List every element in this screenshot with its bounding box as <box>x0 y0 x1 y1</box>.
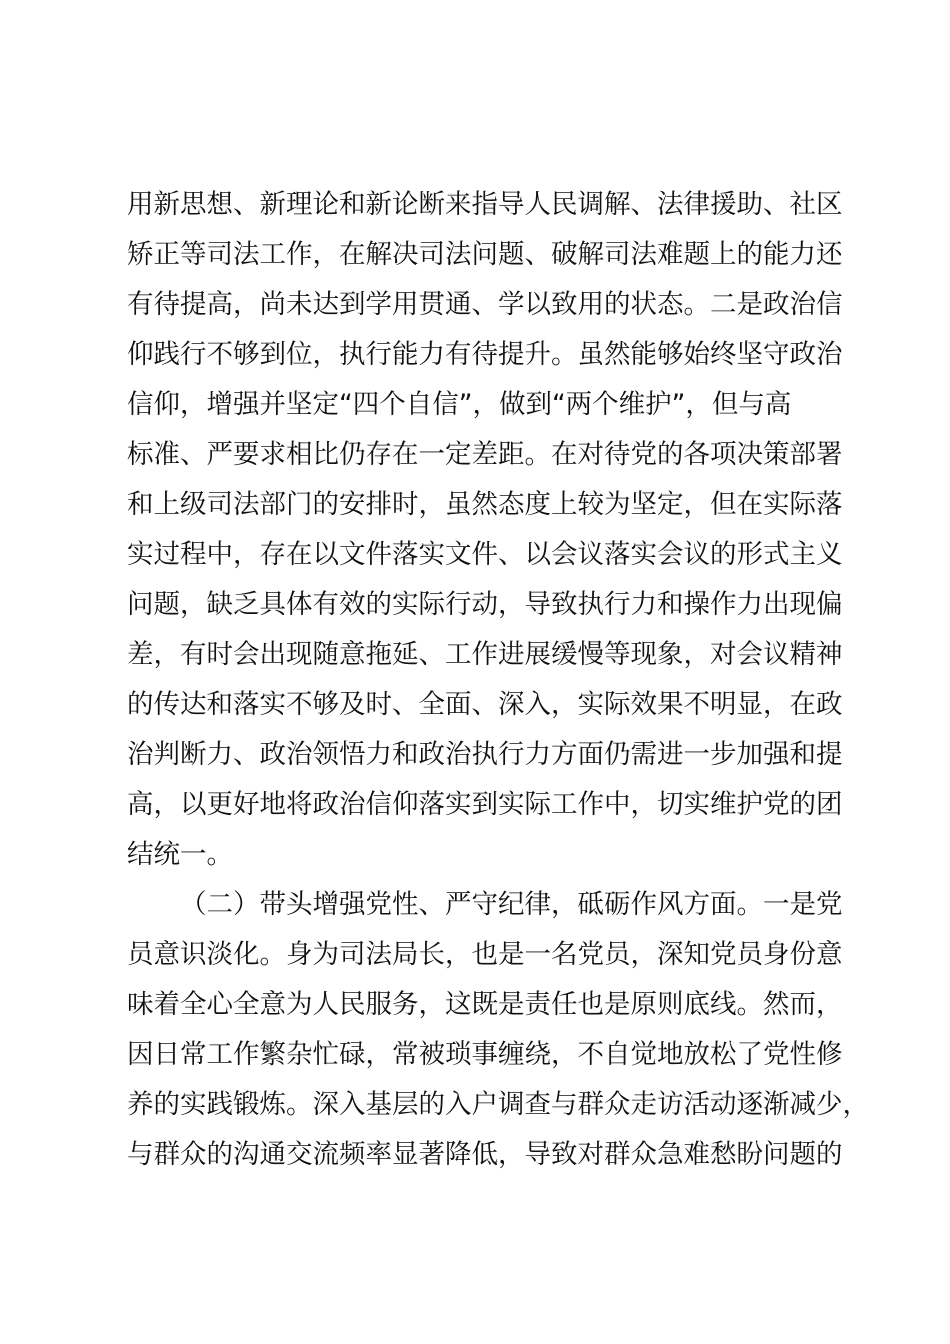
text-line: 有待提高，尚未达到学用贯通、学以致用的状态。二是政治信 <box>127 289 843 320</box>
text-line: 和上级司法部门的安排时，虽然态度上较为坚定，但在实际落 <box>127 489 843 520</box>
text-line: 矫正等司法工作，在解决司法问题、破解司法难题上的能力还 <box>127 239 843 270</box>
text-line: 差，有时会出现随意拖延、工作进展缓慢等现象，对会议精神 <box>127 639 843 670</box>
text-line: 养的实践锻炼。深入基层的入户调查与群众走访活动逐渐减少， <box>127 1089 869 1120</box>
text-line: 高，以更好地将政治信仰落实到实际工作中，切实维护党的团 <box>127 789 843 820</box>
text-line: 实过程中，存在以文件落实文件、以会议落实会议的形式主义 <box>127 539 843 570</box>
body-text <box>127 180 869 1180</box>
section-heading-line: （二）带头增强党性、严守纪律，砥砺作风方面。一是党 <box>180 889 843 920</box>
text-line: 仰践行不够到位，执行能力有待提升。虽然能够始终坚守政治 <box>127 339 843 370</box>
text-line: 与群众的沟通交流频率显著降低，导致对群众急难愁盼问题的 <box>127 1139 843 1170</box>
text-line: 用新思想、新理论和新论断来指导人民调解、法律援助、社区 <box>127 189 843 220</box>
text-line: 问题，缺乏具体有效的实际行动，导致执行力和操作力出现偏 <box>127 589 843 620</box>
text-line: 的传达和落实不够及时、全面、深入，实际效果不明显，在政 <box>127 689 843 720</box>
text-line: 治判断力、政治领悟力和政治执行力方面仍需进一步加强和提 <box>127 739 843 770</box>
text-line: 信仰，增强并坚定“四个自信”，做到“两个维护”，但与高 <box>127 389 792 420</box>
text-line: 味着全心全意为人民服务，这既是责任也是原则底线。然而， <box>127 989 843 1020</box>
text-line: 标准、严要求相比仍存在一定差距。在对待党的各项决策部署 <box>127 439 843 470</box>
text-line: 因日常工作繁杂忙碌，常被琐事缠绕，不自觉地放松了党性修 <box>127 1039 843 1070</box>
text-line: 员意识淡化。身为司法局长，也是一名党员，深知党员身份意 <box>127 939 843 970</box>
text-line: 结统一。 <box>127 839 233 870</box>
